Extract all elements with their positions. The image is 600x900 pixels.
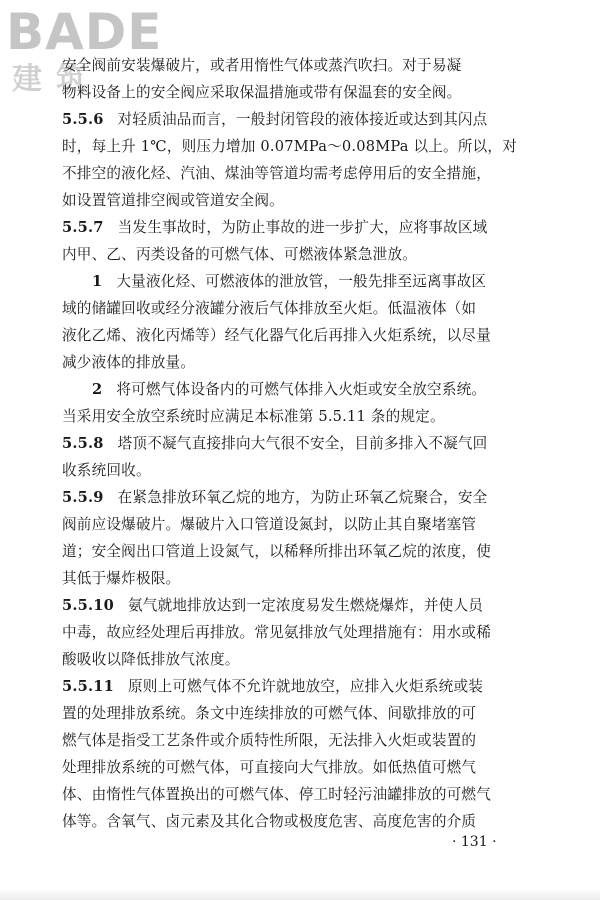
body-text xyxy=(62,52,562,835)
clause-number: 5.5.7 xyxy=(62,219,104,236)
text-line: 燃气体是指受工艺条件或介质特性所限，无法排入火炬或装置的 xyxy=(62,732,477,749)
clause-number: 5.5.10 xyxy=(62,597,114,614)
watermark-subtitle: 建筑 xyxy=(12,62,100,97)
text-line: 收系统回收。 xyxy=(62,462,151,479)
page-bottom-edge xyxy=(0,888,600,900)
text-line: 减少液体的排放量。 xyxy=(62,354,196,371)
watermark-brand: BADE xyxy=(6,3,163,61)
item-number: 1 xyxy=(92,273,103,290)
text-line: 内甲、乙、丙类设备的可燃气体、可燃液体紧急泄放。 xyxy=(62,246,418,263)
text-line: 置的处理排放系统。条文中连续排放的可燃气体、间歇排放的可 xyxy=(62,705,477,722)
text-line: 不排空的液化烃、汽油、煤油等管道均需考虑停用后的安全措施， xyxy=(62,165,492,182)
text-line: 液化乙烯、液化丙烯等）经气化器气化后再排入火炬系统，以尽量 xyxy=(62,327,492,344)
text-line: 物料设备上的安全阀应采取保温措施或带有保温套的安全阀。 xyxy=(62,84,462,101)
item-number: 2 xyxy=(92,381,103,398)
clause-5-5-9: 5.5.9 在紧急排放环氧乙烷的地方，为防止环氧乙烷聚合，安全 xyxy=(62,489,488,506)
text-line: 当采用安全放空系统时应满足本标准第 5.5.11 条的规定。 xyxy=(62,408,445,425)
clause-number: 5.5.9 xyxy=(62,489,104,506)
text-line: 酸吸收以降低排放气浓度。 xyxy=(62,651,240,668)
page-number: · 131 · xyxy=(452,834,497,850)
text-line: 中毒，故应经处理后再排放。常见氨排放气处理措施有：用水或稀 xyxy=(62,624,492,641)
text-line: 体等。含氧气、卤元素及其化合物或极度危害、高度危害的介质 xyxy=(62,813,477,830)
text-line: 时，每上升 1℃，则压力增加 0.07MPa～0.08MPa 以上。所以，对 xyxy=(62,138,518,155)
text-line: 阀前应设爆破片。爆破片入口管道设氮封，以防止其自聚堵塞管 xyxy=(62,516,477,533)
clause-number: 5.5.8 xyxy=(62,435,104,452)
text-line: 处理排放系统的可燃气体，可直接向大气排放。如低热值可燃气 xyxy=(62,759,477,776)
text-line: 域的储罐回收或经分液罐分液后气体排放至火炬。低温液体（如 xyxy=(62,300,477,317)
text-line: 体、由惰性气体置换出的可燃气体、停工时轻污油罐排放的可燃气 xyxy=(62,786,492,803)
clause-5-5-6: 5.5.6 对轻质油品而言，一般封闭管段的液体接近或达到其闪点 xyxy=(62,111,488,128)
list-item-1: 1 大量液化烃、可燃液体的泄放管，一般先排至远离事故区 xyxy=(92,273,487,290)
clause-5-5-10: 5.5.10 氨气就地排放达到一定浓度易发生燃烧爆炸，并使人员 xyxy=(62,597,484,614)
clause-number: 5.5.11 xyxy=(62,678,114,695)
clause-5-5-7: 5.5.7 当发生事故时，为防止事故的进一步扩大，应将事故区域 xyxy=(62,219,488,236)
clause-5-5-11: 5.5.11 原则上可燃气体不允许就地放空，应排入火炬系统或装 xyxy=(62,678,484,695)
clause-5-5-8: 5.5.8 塔顶不凝气直接排向大气很不安全，目前多排入不凝气回 xyxy=(62,435,488,452)
text-line: 如设置管道排空阀或管道安全阀。 xyxy=(62,192,284,209)
list-item-2: 2 将可燃气体设备内的可燃气体排入火炬或安全放空系统。 xyxy=(92,381,487,398)
text-line: 安全阀前安装爆破片，或者用惰性气体或蒸汽吹扫。对于易凝 xyxy=(62,57,462,74)
clause-number: 5.5.6 xyxy=(62,111,104,128)
text-line: 其低于爆炸极限。 xyxy=(62,570,181,587)
text-line: 道；安全阀出口管道上设氮气，以稀释所排出环氧乙烷的浓度，使 xyxy=(62,543,492,560)
